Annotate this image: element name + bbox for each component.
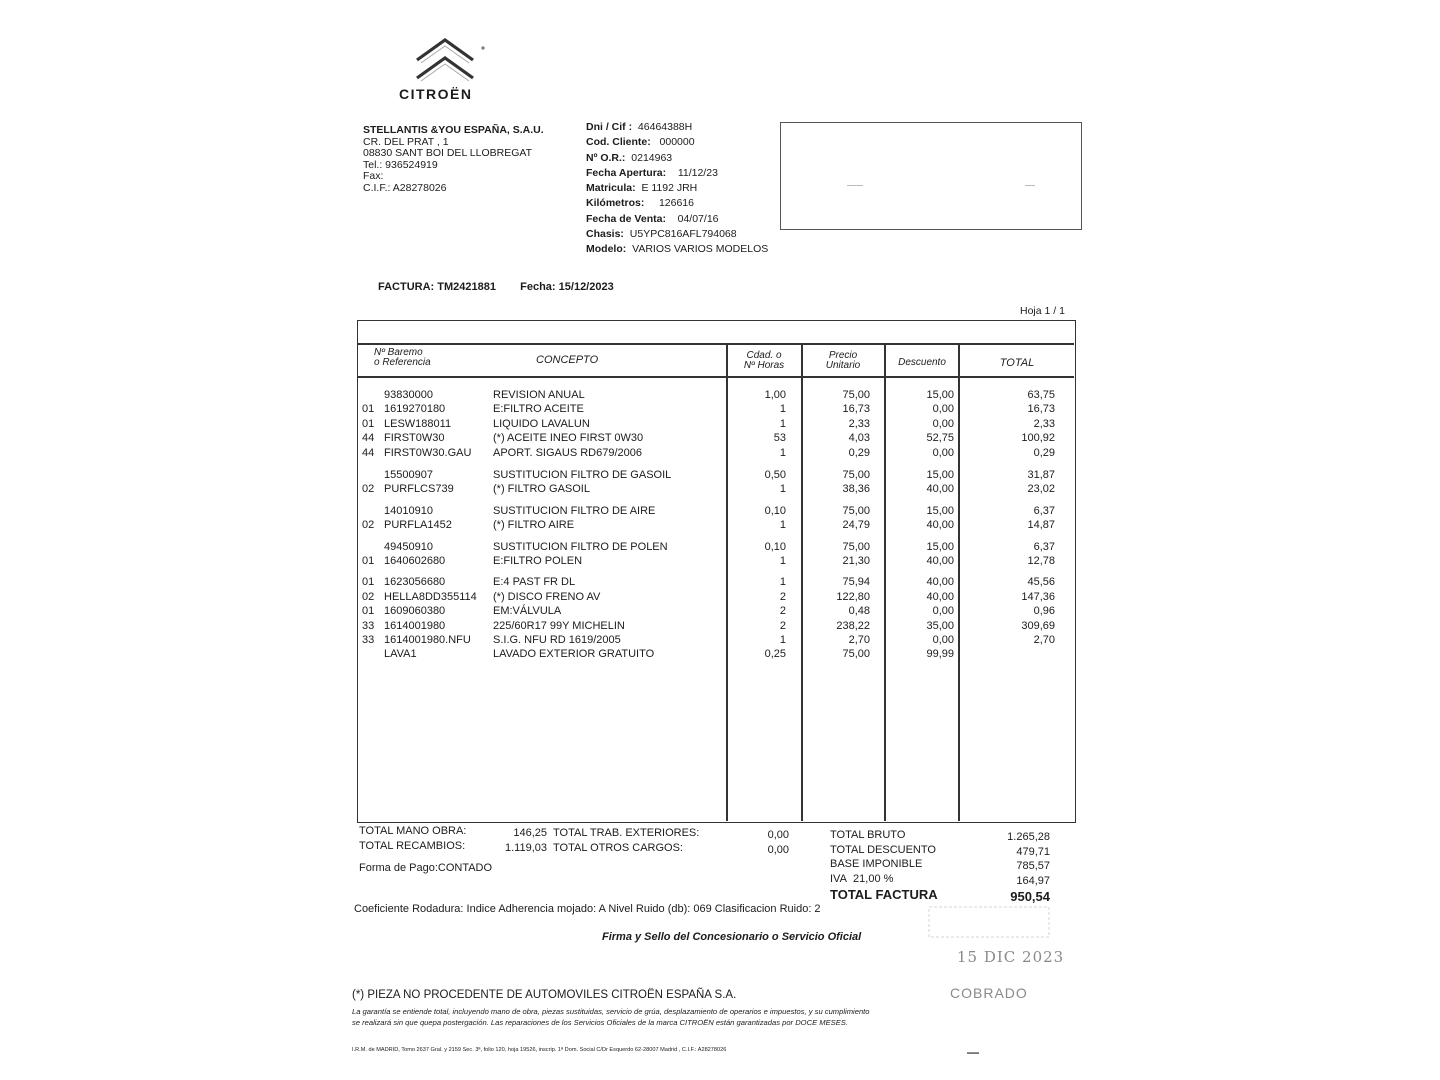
company-address-2: 08830 SANT BOI DEL LLOBREGAT xyxy=(363,147,533,159)
row-precio: 75,00 xyxy=(842,469,870,481)
row-descuento: 40,00 xyxy=(926,555,954,567)
company-fax: Fax: xyxy=(363,170,384,182)
table-row xyxy=(362,417,1074,431)
row-precio: 75,00 xyxy=(842,389,870,401)
row-precio: 38,36 xyxy=(842,483,870,496)
row-precio: 2,33 xyxy=(848,417,870,430)
company-block xyxy=(363,125,544,194)
header-ref xyxy=(374,348,431,368)
row-concepto: APORT. SIGAUS RD679/2006 xyxy=(493,446,642,459)
row-group: 01 xyxy=(362,576,375,589)
forma-pago-label: Forma de Pago: xyxy=(359,862,438,874)
table-rule xyxy=(358,343,1074,345)
row-cantidad: 0,10 xyxy=(764,540,786,553)
header-ref-line1: Nº Baremo xyxy=(374,347,423,358)
table-row xyxy=(362,575,1074,589)
row-total: 16,73 xyxy=(1027,403,1055,416)
row-total: 100,92 xyxy=(1021,432,1055,445)
faint-mark xyxy=(1025,185,1035,186)
table-rule xyxy=(358,376,1074,378)
corner-mark: ▬▬ xyxy=(967,1050,979,1056)
row-group: 44 xyxy=(362,446,375,459)
row-precio: 75,94 xyxy=(842,576,870,589)
modelo-value: VARIOS VARIOS MODELOS xyxy=(632,243,769,256)
row-precio: 0,29 xyxy=(848,446,870,459)
table-row xyxy=(362,402,1074,416)
row-descuento: 40,00 xyxy=(926,590,954,603)
header-total: TOTAL xyxy=(999,357,1035,369)
row-concepto: SUSTITUCION FILTRO DE GASOIL xyxy=(493,469,672,481)
row-reference: 1623056680 xyxy=(384,576,446,589)
row-total: 309,69 xyxy=(1021,619,1055,632)
table-row xyxy=(362,540,1074,554)
row-group: 33 xyxy=(362,619,375,632)
row-descuento: 0,00 xyxy=(932,605,954,618)
modelo-label: Modelo: xyxy=(586,243,627,256)
recambios-value: 1.119,03 xyxy=(504,842,547,854)
row-precio: 75,00 xyxy=(842,540,870,553)
venta-value: 04/07/16 xyxy=(677,212,719,225)
mano-obra-label: TOTAL MANO OBRA: xyxy=(359,825,467,837)
total-factura-value: 950,54 xyxy=(1010,889,1050,904)
otros-cargos-label: TOTAL OTROS CARGOS: xyxy=(553,842,683,854)
row-total: 12,78 xyxy=(1027,555,1055,567)
row-concepto: E:FILTRO POLEN xyxy=(493,555,583,567)
table-row xyxy=(362,518,1074,532)
factura-number: TM2421881 xyxy=(437,281,496,293)
stamp-frame xyxy=(928,906,1050,938)
forma-pago xyxy=(359,861,492,876)
km-label: Kilómetros: xyxy=(586,197,645,210)
table-row xyxy=(362,619,1074,633)
row-precio: 2,70 xyxy=(848,634,870,646)
base-label: BASE IMPONIBLE xyxy=(830,858,923,870)
row-reference: PURFLA1452 xyxy=(384,519,452,532)
row-group: 44 xyxy=(362,432,375,445)
row-descuento: 35,00 xyxy=(926,619,954,632)
table-row xyxy=(362,590,1074,604)
table-row xyxy=(362,482,1074,496)
row-reference: LESW188011 xyxy=(384,417,452,430)
chasis-value: U5YPC816AFL794068 xyxy=(629,228,737,241)
row-group: 01 xyxy=(362,555,375,567)
table-row xyxy=(362,604,1074,618)
row-reference: LAVA1 xyxy=(384,648,417,661)
row-reference: PURFLCS739 xyxy=(384,483,454,496)
header-ref-line2: o Referencia xyxy=(374,357,431,368)
total-factura-label: TOTAL FACTURA xyxy=(830,887,938,902)
or-value: 0214963 xyxy=(631,151,673,164)
dni-value: 46464388H xyxy=(637,121,693,133)
row-reference: 15500907 xyxy=(384,469,433,481)
company-address-1: CR. DEL PRAT , 1 xyxy=(363,135,449,148)
row-group: 02 xyxy=(362,590,375,603)
header-precio-line2: Unitario xyxy=(825,360,861,371)
row-cantidad: 1 xyxy=(779,634,786,646)
row-reference: 1609060380 xyxy=(384,605,446,618)
row-cantidad: 1 xyxy=(779,446,786,459)
trab-exteriores-value: 0,00 xyxy=(767,829,789,841)
iva-label: IVA xyxy=(830,873,847,885)
trab-exteriores-label: TOTAL TRAB. EXTERIORES: xyxy=(553,827,700,839)
row-total: 2,70 xyxy=(1033,634,1055,646)
row-reference: 14010910 xyxy=(384,504,433,517)
row-cantidad: 2 xyxy=(779,590,786,603)
brand-name: CITROËN xyxy=(399,86,473,102)
row-group: 01 xyxy=(362,417,375,430)
header-precio-line1: Precio xyxy=(828,350,858,361)
bruto-value: 1.265,28 xyxy=(1007,831,1050,843)
apertura-label: Fecha Apertura: xyxy=(586,166,667,179)
row-reference: 1640602680 xyxy=(384,555,446,567)
row-reference: FIRST0W30.GAU xyxy=(384,446,472,459)
row-descuento: 40,00 xyxy=(926,519,954,532)
row-descuento: 0,00 xyxy=(932,634,954,646)
row-group: 02 xyxy=(362,519,375,532)
header-descuento: Descuento xyxy=(898,357,946,368)
row-reference: HELLA8DD355114 xyxy=(384,590,477,603)
row-total: 45,56 xyxy=(1027,576,1055,589)
header-cant-line2: Nº Horas xyxy=(743,360,785,371)
row-cantidad: 1 xyxy=(779,483,786,496)
descuento-value: 479,71 xyxy=(1016,846,1050,858)
row-reference: FIRST0W30 xyxy=(384,432,445,445)
row-precio: 75,00 xyxy=(842,504,870,517)
row-cantidad: 0,50 xyxy=(764,469,786,481)
iva-line xyxy=(830,872,893,887)
table-row xyxy=(362,431,1074,445)
pieza-note: (*) PIEZA NO PROCEDENTE DE AUTOMOVILES CITROËN ESPAÑA S.A. xyxy=(352,989,737,1001)
table-row xyxy=(362,647,1074,661)
km-value: 126616 xyxy=(658,197,694,210)
row-concepto: LAVADO EXTERIOR GRATUITO xyxy=(493,648,655,661)
table-row xyxy=(362,388,1074,402)
fecha-label: Fecha: xyxy=(520,281,556,293)
matricula-value: E 1192 JRH xyxy=(641,182,698,195)
row-total: 63,75 xyxy=(1027,389,1055,401)
cliente-label: Cod. Cliente: xyxy=(586,136,651,149)
row-descuento: 52,75 xyxy=(926,432,954,445)
row-concepto: (*) FILTRO AIRE xyxy=(493,519,575,532)
table-row xyxy=(362,504,1074,518)
row-precio: 21,30 xyxy=(842,555,870,567)
row-total: 14,87 xyxy=(1027,519,1055,532)
header-cant-line1: Cdad. o xyxy=(746,350,782,361)
base-value: 785,57 xyxy=(1016,860,1050,872)
firma-sello: Firma y Sello del Concesionario o Servicio Oficial xyxy=(602,931,862,943)
table-row xyxy=(362,468,1074,482)
row-total: 6,37 xyxy=(1033,504,1055,517)
row-descuento: 40,00 xyxy=(926,576,954,589)
row-descuento: 15,00 xyxy=(926,540,954,553)
row-precio: 0,48 xyxy=(848,605,870,618)
venta-label: Fecha de Venta: xyxy=(586,212,666,225)
forma-pago-value: CONTADO xyxy=(437,862,493,874)
row-total: 0,96 xyxy=(1033,605,1055,618)
header-precio xyxy=(803,351,883,371)
row-precio: 122,80 xyxy=(836,590,870,603)
iva-rate: 21,00 % xyxy=(853,873,894,885)
descuento-label: TOTAL DESCUENTO xyxy=(830,844,936,856)
faint-mark xyxy=(847,185,863,186)
company-name: STELLANTIS &YOU ESPAÑA, S.A.U. xyxy=(363,124,544,136)
company-phone: Tel.: 936524919 xyxy=(363,158,438,171)
iva-value: 164,97 xyxy=(1016,875,1050,887)
otros-cargos-value: 0,00 xyxy=(767,844,789,856)
row-descuento: 15,00 xyxy=(926,504,954,517)
row-cantidad: 1 xyxy=(779,555,786,567)
stamp-cobrado: COBRADO xyxy=(950,985,1028,1001)
row-concepto: E:4 PAST FR DL xyxy=(493,576,576,589)
row-precio: 16,73 xyxy=(842,403,870,416)
recambios-label: TOTAL RECAMBIOS: xyxy=(359,840,466,852)
row-cantidad: 1 xyxy=(779,403,786,416)
header-concepto: CONCEPTO xyxy=(536,354,599,366)
cliente-value: 000000 xyxy=(659,136,695,149)
dni-label: Dni / Cif : xyxy=(586,121,633,133)
row-cantidad: 53 xyxy=(773,432,786,445)
bruto-label: TOTAL BRUTO xyxy=(830,829,906,841)
row-cantidad: 2 xyxy=(779,605,786,618)
row-descuento: 0,00 xyxy=(932,417,954,430)
row-descuento: 15,00 xyxy=(926,469,954,481)
table-row xyxy=(362,554,1074,568)
or-label: Nº O.R.: xyxy=(586,151,626,164)
row-descuento: 0,00 xyxy=(932,403,954,416)
chasis-label: Chasis: xyxy=(586,228,624,241)
row-reference: 1619270180 xyxy=(384,403,446,416)
stamp-date: 15 DIC 2023 xyxy=(957,948,1065,966)
row-concepto: SUSTITUCION FILTRO DE AIRE xyxy=(493,504,656,517)
row-cantidad: 1 xyxy=(779,576,786,589)
page-count: Hoja 1 / 1 xyxy=(1020,305,1065,317)
registro-text: I.R.M. de MADRID, Tomo 2637 Gral. y 2159 Sec. 3ª, folio 120, hoja 19526, inscrip. 1ª Dom. Social C/Dr Esquerdo 62-28007 Madrid , C.I.F.: A28278026 xyxy=(352,1047,727,1053)
matricula-label: Matricula: xyxy=(586,182,636,195)
row-cantidad: 0,10 xyxy=(764,504,786,517)
row-total: 23,02 xyxy=(1027,483,1055,496)
row-descuento: 99,99 xyxy=(926,648,954,661)
row-precio: 238,22 xyxy=(836,619,870,632)
table-row xyxy=(362,446,1074,460)
mano-obra-value: 146,25 xyxy=(513,827,547,839)
row-precio: 24,79 xyxy=(842,519,870,532)
invoice-header xyxy=(378,281,614,293)
row-group: 01 xyxy=(362,605,375,618)
row-concepto: REVISION ANUAL xyxy=(493,389,585,401)
row-concepto: 225/60R17 99Y MICHELIN xyxy=(493,619,625,632)
row-concepto: LIQUIDO LAVALUN xyxy=(493,417,590,430)
row-concepto: EM:VÁLVULA xyxy=(493,605,562,618)
row-total: 147,36 xyxy=(1021,590,1055,603)
row-descuento: 40,00 xyxy=(926,483,954,496)
row-precio: 4,03 xyxy=(848,432,870,445)
row-concepto: S.I.G. NFU RD 1619/2005 xyxy=(493,634,621,646)
company-cif: C.I.F.: A28278026 xyxy=(363,181,447,194)
row-descuento: 0,00 xyxy=(932,446,954,459)
row-total: 6,37 xyxy=(1033,540,1055,553)
row-concepto: (*) FILTRO GASOIL xyxy=(493,483,590,496)
coeficiente-rodadura: Coeficiente Rodadura: Indice Adherencia mojado: A Nivel Ruido (db): 069 Clasificacion Ruido: 2 xyxy=(354,903,821,915)
table-row xyxy=(362,633,1074,647)
row-group: 01 xyxy=(362,403,375,416)
fecha-value: 15/12/2023 xyxy=(558,281,614,293)
row-reference: 49450910 xyxy=(384,540,433,553)
customer-address-box xyxy=(780,122,1082,230)
row-reference: 1614001980.NFU xyxy=(384,634,471,646)
row-total: 2,33 xyxy=(1033,417,1055,430)
row-reference: 1614001980 xyxy=(384,619,446,632)
row-cantidad: 2 xyxy=(779,619,786,632)
row-concepto: E:FILTRO ACEITE xyxy=(493,403,584,416)
factura-label: FACTURA: xyxy=(378,281,435,293)
row-precio: 75,00 xyxy=(842,648,870,661)
row-cantidad: 1 xyxy=(779,519,786,532)
row-concepto: (*) DISCO FRENO AV xyxy=(493,590,601,603)
row-cantidad: 0,25 xyxy=(764,648,786,661)
row-total: 0,29 xyxy=(1033,446,1055,459)
row-group: 02 xyxy=(362,483,375,496)
row-reference: 93830000 xyxy=(384,389,433,401)
vehicle-info xyxy=(586,120,768,258)
row-concepto: SUSTITUCION FILTRO DE POLEN xyxy=(493,540,668,553)
row-group: 33 xyxy=(362,634,375,646)
garantia-text: La garantía se entiende total, incluyendo mano de obra, piezas sustituidas, servicio de grúa, desplazamiento de operarios e impuestos, y su cumplimiento se realizará sin que quepa postergación. Las reparaciones de los Servicios Oficiales de la marca CITROËN están garantizadas por DOCE MESES. xyxy=(352,1007,870,1027)
apertura-value: 11/12/23 xyxy=(677,166,718,179)
header-cantidad xyxy=(728,351,800,371)
row-concepto: (*) ACEITE INEO FIRST 0W30 xyxy=(493,432,644,445)
row-cantidad: 1 xyxy=(779,417,786,430)
row-cantidad: 1,00 xyxy=(764,389,786,401)
row-total: 31,87 xyxy=(1027,469,1055,481)
row-descuento: 15,00 xyxy=(926,389,954,401)
